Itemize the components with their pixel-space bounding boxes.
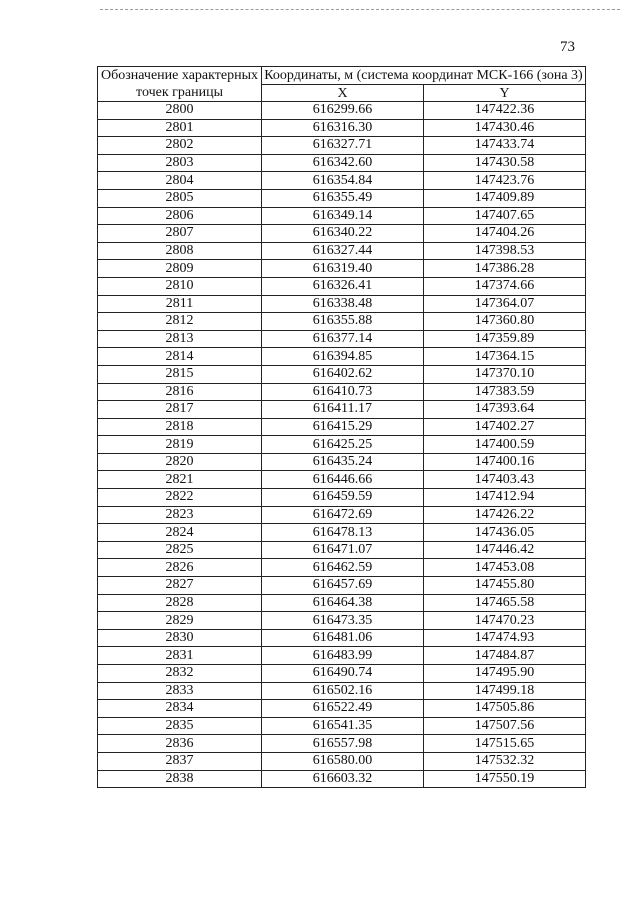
point-number-cell: 2810 xyxy=(98,277,262,295)
point-number-cell: 2804 xyxy=(98,172,262,190)
y-coordinate-cell: 147453.08 xyxy=(424,559,586,577)
x-coordinate-cell: 616327.44 xyxy=(262,242,424,260)
point-number-cell: 2811 xyxy=(98,295,262,313)
table-row xyxy=(98,612,586,630)
table-row xyxy=(98,102,586,120)
x-coordinate-cell: 616327.71 xyxy=(262,137,424,155)
table-row xyxy=(98,418,586,436)
x-coordinate-cell: 616411.17 xyxy=(262,401,424,419)
table-header xyxy=(98,67,586,102)
x-coordinate-cell: 616415.29 xyxy=(262,418,424,436)
point-number-cell: 2828 xyxy=(98,594,262,612)
x-coordinate-cell: 616446.66 xyxy=(262,471,424,489)
y-coordinate-cell: 147474.93 xyxy=(424,629,586,647)
x-coordinate-cell: 616340.22 xyxy=(262,225,424,243)
y-coordinate-cell: 147403.43 xyxy=(424,471,586,489)
table-row xyxy=(98,119,586,137)
x-coordinate-cell: 616326.41 xyxy=(262,277,424,295)
point-number-cell: 2815 xyxy=(98,365,262,383)
point-number-cell: 2823 xyxy=(98,506,262,524)
x-coordinate-cell: 616522.49 xyxy=(262,700,424,718)
table-row xyxy=(98,665,586,683)
point-number-cell: 2837 xyxy=(98,752,262,770)
x-coordinate-cell: 616457.69 xyxy=(262,577,424,595)
point-number-cell: 2809 xyxy=(98,260,262,278)
table-row xyxy=(98,577,586,595)
y-coordinate-cell: 147505.86 xyxy=(424,700,586,718)
y-coordinate-cell: 147433.74 xyxy=(424,137,586,155)
y-coordinate-cell: 147364.15 xyxy=(424,348,586,366)
point-number-cell: 2827 xyxy=(98,577,262,595)
y-coordinate-cell: 147422.36 xyxy=(424,102,586,120)
x-coordinate-cell: 616394.85 xyxy=(262,348,424,366)
y-coordinate-cell: 147402.27 xyxy=(424,418,586,436)
point-number-cell: 2831 xyxy=(98,647,262,665)
table-row xyxy=(98,471,586,489)
coordinates-table xyxy=(97,66,586,788)
table-row xyxy=(98,277,586,295)
y-coordinate-cell: 147393.64 xyxy=(424,401,586,419)
point-number-cell: 2808 xyxy=(98,242,262,260)
y-coordinate-cell: 147430.58 xyxy=(424,154,586,172)
x-coordinate-cell: 616354.84 xyxy=(262,172,424,190)
point-number-cell: 2821 xyxy=(98,471,262,489)
x-coordinate-cell: 616355.88 xyxy=(262,313,424,331)
point-number-cell: 2834 xyxy=(98,700,262,718)
table-row xyxy=(98,629,586,647)
y-coordinate-cell: 147550.19 xyxy=(424,770,586,788)
x-coordinate-cell: 616483.99 xyxy=(262,647,424,665)
point-number-cell: 2824 xyxy=(98,524,262,542)
table-row xyxy=(98,207,586,225)
table-row xyxy=(98,365,586,383)
y-coordinate-cell: 147374.66 xyxy=(424,277,586,295)
table-row xyxy=(98,189,586,207)
table-row xyxy=(98,453,586,471)
x-coordinate-cell: 616425.25 xyxy=(262,436,424,454)
y-coordinate-cell: 147400.16 xyxy=(424,453,586,471)
x-coordinate-cell: 616464.38 xyxy=(262,594,424,612)
y-coordinate-cell: 147484.87 xyxy=(424,647,586,665)
y-coordinate-cell: 147370.10 xyxy=(424,365,586,383)
y-coordinate-cell: 147412.94 xyxy=(424,489,586,507)
table-row xyxy=(98,541,586,559)
x-coordinate-cell: 616349.14 xyxy=(262,207,424,225)
y-coordinate-cell: 147426.22 xyxy=(424,506,586,524)
x-coordinate-cell: 616603.32 xyxy=(262,770,424,788)
point-number-cell: 2812 xyxy=(98,313,262,331)
x-coordinate-cell: 616541.35 xyxy=(262,717,424,735)
x-coordinate-cell: 616435.24 xyxy=(262,453,424,471)
x-coordinate-cell: 616402.62 xyxy=(262,365,424,383)
table-row xyxy=(98,242,586,260)
table-row xyxy=(98,260,586,278)
x-coordinate-cell: 616410.73 xyxy=(262,383,424,401)
y-coordinate-cell: 147532.32 xyxy=(424,752,586,770)
x-coordinate-cell: 616462.59 xyxy=(262,559,424,577)
point-number-cell: 2830 xyxy=(98,629,262,647)
x-coordinate-cell: 616472.69 xyxy=(262,506,424,524)
point-number-cell: 2822 xyxy=(98,489,262,507)
top-divider-line xyxy=(100,9,620,10)
x-coordinate-cell: 616355.49 xyxy=(262,189,424,207)
x-coordinate-cell: 616490.74 xyxy=(262,665,424,683)
table-row xyxy=(98,752,586,770)
table-row xyxy=(98,154,586,172)
y-coordinate-cell: 147436.05 xyxy=(424,524,586,542)
x-coordinate-cell: 616342.60 xyxy=(262,154,424,172)
point-number-cell: 2833 xyxy=(98,682,262,700)
point-number-cell: 2816 xyxy=(98,383,262,401)
point-number-cell: 2806 xyxy=(98,207,262,225)
x-coordinate-cell: 616316.30 xyxy=(262,119,424,137)
point-number-cell: 2817 xyxy=(98,401,262,419)
table-body xyxy=(98,102,586,788)
table-row xyxy=(98,383,586,401)
table-row xyxy=(98,700,586,718)
y-coordinate-cell: 147409.89 xyxy=(424,189,586,207)
point-number-cell: 2819 xyxy=(98,436,262,454)
y-coordinate-cell: 147455.80 xyxy=(424,577,586,595)
table-row xyxy=(98,489,586,507)
point-number-cell: 2825 xyxy=(98,541,262,559)
point-number-cell: 2803 xyxy=(98,154,262,172)
y-coordinate-cell: 147499.18 xyxy=(424,682,586,700)
table-row xyxy=(98,735,586,753)
y-coordinate-cell: 147360.80 xyxy=(424,313,586,331)
y-coordinate-cell: 147495.90 xyxy=(424,665,586,683)
x-coordinate-cell: 616471.07 xyxy=(262,541,424,559)
point-number-cell: 2818 xyxy=(98,418,262,436)
table-row xyxy=(98,225,586,243)
x-coordinate-cell: 616502.16 xyxy=(262,682,424,700)
point-number-cell: 2836 xyxy=(98,735,262,753)
y-coordinate-cell: 147398.53 xyxy=(424,242,586,260)
table-row xyxy=(98,770,586,788)
table-row xyxy=(98,172,586,190)
x-coordinate-cell: 616299.66 xyxy=(262,102,424,120)
x-coordinate-cell: 616580.00 xyxy=(262,752,424,770)
x-coordinate-cell: 616319.40 xyxy=(262,260,424,278)
table-row xyxy=(98,717,586,735)
table-row xyxy=(98,594,586,612)
header-x-column: X xyxy=(262,85,424,102)
x-coordinate-cell: 616459.59 xyxy=(262,489,424,507)
point-number-cell: 2800 xyxy=(98,102,262,120)
table-row xyxy=(98,330,586,348)
y-coordinate-cell: 147359.89 xyxy=(424,330,586,348)
y-coordinate-cell: 147404.26 xyxy=(424,225,586,243)
table-row xyxy=(98,313,586,331)
x-coordinate-cell: 616473.35 xyxy=(262,612,424,630)
y-coordinate-cell: 147383.59 xyxy=(424,383,586,401)
x-coordinate-cell: 616557.98 xyxy=(262,735,424,753)
point-number-cell: 2829 xyxy=(98,612,262,630)
table-row xyxy=(98,647,586,665)
table-row xyxy=(98,524,586,542)
table-row xyxy=(98,506,586,524)
table-row xyxy=(98,682,586,700)
header-point-designation: Обозначение характерных точек границы xyxy=(98,67,262,102)
y-coordinate-cell: 147507.56 xyxy=(424,717,586,735)
page-number: 73 xyxy=(560,39,575,55)
x-coordinate-cell: 616338.48 xyxy=(262,295,424,313)
table-row xyxy=(98,295,586,313)
x-coordinate-cell: 616481.06 xyxy=(262,629,424,647)
y-coordinate-cell: 147386.28 xyxy=(424,260,586,278)
table-row xyxy=(98,559,586,577)
point-number-cell: 2801 xyxy=(98,119,262,137)
point-number-cell: 2835 xyxy=(98,717,262,735)
point-number-cell: 2838 xyxy=(98,770,262,788)
table-row xyxy=(98,137,586,155)
y-coordinate-cell: 147423.76 xyxy=(424,172,586,190)
point-number-cell: 2820 xyxy=(98,453,262,471)
point-number-cell: 2802 xyxy=(98,137,262,155)
y-coordinate-cell: 147446.42 xyxy=(424,541,586,559)
table-row xyxy=(98,436,586,454)
table-row xyxy=(98,348,586,366)
y-coordinate-cell: 147430.46 xyxy=(424,119,586,137)
y-coordinate-cell: 147470.23 xyxy=(424,612,586,630)
y-coordinate-cell: 147515.65 xyxy=(424,735,586,753)
y-coordinate-cell: 147465.58 xyxy=(424,594,586,612)
table-row xyxy=(98,401,586,419)
x-coordinate-cell: 616377.14 xyxy=(262,330,424,348)
header-y-column: Y xyxy=(424,85,586,102)
x-coordinate-cell: 616478.13 xyxy=(262,524,424,542)
y-coordinate-cell: 147400.59 xyxy=(424,436,586,454)
y-coordinate-cell: 147407.65 xyxy=(424,207,586,225)
header-coordinates-title: Координаты, м (система координат МСК-166 (зона 3) xyxy=(262,67,586,85)
y-coordinate-cell: 147364.07 xyxy=(424,295,586,313)
point-number-cell: 2826 xyxy=(98,559,262,577)
point-number-cell: 2813 xyxy=(98,330,262,348)
point-number-cell: 2814 xyxy=(98,348,262,366)
point-number-cell: 2805 xyxy=(98,189,262,207)
point-number-cell: 2807 xyxy=(98,225,262,243)
point-number-cell: 2832 xyxy=(98,665,262,683)
